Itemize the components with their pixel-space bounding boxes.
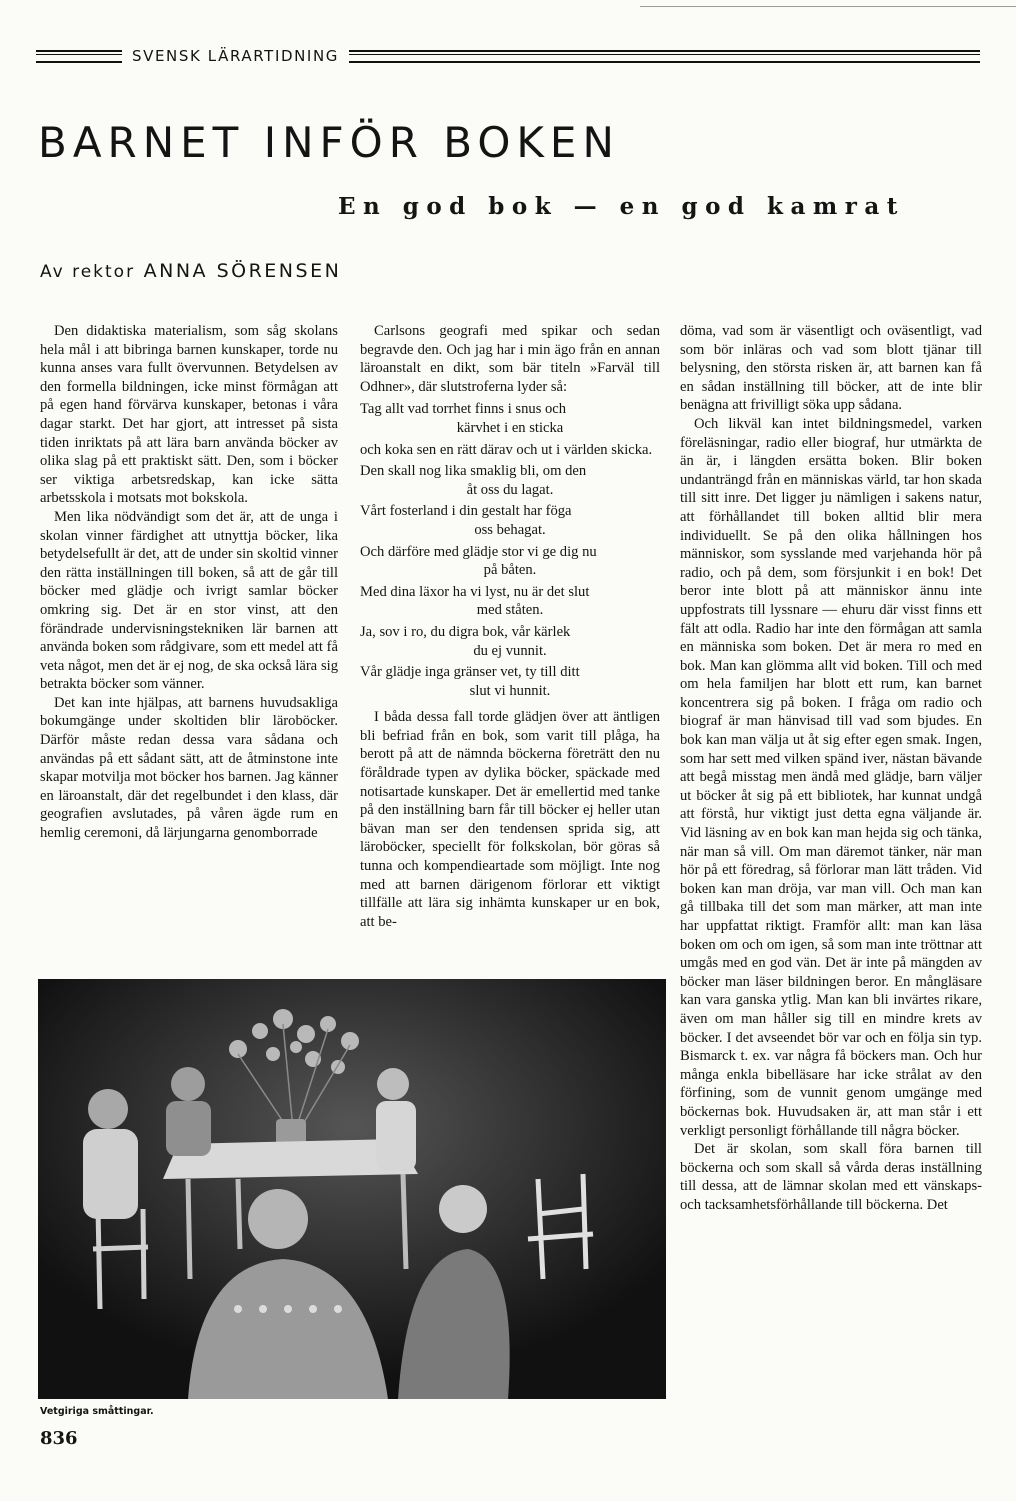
article-title: BARNET INFÖR BOKEN bbox=[38, 118, 620, 167]
top-edge-rule bbox=[640, 6, 1016, 7]
text-column-2 bbox=[360, 322, 660, 931]
paragraph: I båda dessa fall torde glädjen över att äntligen bli befriad från en bok, som varit till plåga, ha berott på att de nämnda böckerna företrätt den nu föråldrade typen av dylika böcker, späckade med notisartade kunskaper. Det är emellertid med tanke på den inställning barn får till böcker ej heller utan bävan man ser den tendensen sprida sig, att läroböcker, speciellt för folkskolan, bör göras så tunna och kompendieartade som möjligt. Inte nog med att barnen därigenom förlorar ett viktigt tillfälle att lära sig inhämta kunskaper ur en bok, att be- bbox=[360, 709, 660, 930]
header-rule-right bbox=[349, 50, 980, 63]
poem-stanza bbox=[360, 441, 660, 460]
paragraph: Men lika nödvändigt som det är, att de unga i skolan vinner färdighet att utnyttja böcker, lika betydelsefullt är det, att de under sin skoltid vinner den rätta inställningen till boken, så att de går till böcker med glädje och ivrigt samlar böcker omkring sig. Det är en stor vinst, att den förändrade undervisningstekniken lär barnen att använda boken som rådgivare, som ett medel att få veta något, men det är ej nog, de ska också lära sig betrakta böcker som vänner. bbox=[40, 508, 338, 693]
child-at-table bbox=[166, 1067, 211, 1156]
poem-line: och koka sen en rätt därav och ut i världen skicka. bbox=[360, 441, 653, 458]
running-header bbox=[36, 46, 980, 66]
poem-line: oss behagat. bbox=[474, 521, 546, 538]
paragraph: Carlsons geografi med spikar och sedan begravde den. Och jag har i min ägo från en annan läroanstalt en dikt, som bär titeln »Farväl till Odhner», där slutstroferna lyder så: bbox=[360, 323, 660, 395]
byline-prefix: Av rektor bbox=[40, 262, 136, 282]
paragraph: döma, vad som är väsentligt och oväsentligt, vad som bör inläras och vad som blott tjänar till belysning, den största risken är, att barnen kan få en sådan inställning till böcker, att de inte blir benägna att frivilligt söka upp sådana. bbox=[680, 323, 982, 414]
article-subtitle: En god bok — en god kamrat bbox=[338, 193, 905, 220]
byline bbox=[40, 260, 341, 282]
poem-stanza bbox=[360, 663, 660, 700]
poem-line: Ja, sov i ro, du digra bok, vår kärlek bbox=[360, 623, 571, 640]
poem-stanza bbox=[360, 623, 660, 660]
poem-line: Vårt fosterland i din gestalt har föga bbox=[360, 503, 572, 520]
photo-caption: Vetgiriga småttingar. bbox=[40, 1406, 154, 1417]
photo-illustration bbox=[38, 979, 666, 1399]
poem-line: Och därföre med glädje stor vi ge dig nu bbox=[360, 543, 597, 560]
poem-stanza bbox=[360, 462, 660, 499]
poem-stanza bbox=[360, 400, 660, 437]
poem bbox=[360, 400, 660, 700]
poem-line: Vår glädje inga gränser vet, ty till ditt bbox=[360, 664, 580, 681]
text-column-1 bbox=[40, 322, 338, 843]
paragraph: Det kan inte hjälpas, att barnens huvudsakliga bokumgänge under skoltiden blir läroböcker. Därför måste redan dessa vara sådana och användas på ett sådant sätt, att de åtminstone inte skapar motvilja mot böcker hos barnen. Jag känner en läroanstalt, där det regelbundet i den klass, där geografien avslutades, på våren ägde rum en hemlig ceremoni, då lärjungarna genomborrade bbox=[40, 694, 338, 842]
poem-line: med ståten. bbox=[476, 602, 544, 619]
poem-line: Med dina läxor ha vi lyst, nu är det slut bbox=[360, 583, 590, 600]
poem-line: Den skall nog lika smaklig bli, om den bbox=[360, 463, 587, 480]
header-rule-left bbox=[36, 50, 122, 63]
running-title: SVENSK LÄRARTIDNING bbox=[132, 47, 340, 65]
poem-line: Tag allt vad torrhet finns i snus och bbox=[360, 401, 567, 418]
author-name: ANNA SÖRENSEN bbox=[143, 260, 342, 282]
poem-line: på båten. bbox=[483, 562, 537, 579]
photograph-children-reading bbox=[38, 979, 666, 1399]
poem-stanza bbox=[360, 583, 660, 620]
poem-line: du ej vunnit. bbox=[473, 642, 547, 659]
poem-line: kärvhet i en sticka bbox=[456, 419, 564, 436]
poem-stanza bbox=[360, 502, 660, 539]
poem-stanza bbox=[360, 543, 660, 580]
paragraph: Den didaktiska materialism, som såg skolans hela mål i att bibringa barnen kunskaper, torde nu kunna anses vara fullt övervunnen. Betydelsen av den formella bildningen, icke minst förmågan att på egen hand förvärva kunskaper, betonas i våra dagar starkt. Det har gjort, att intresset på sista tiden inriktats på att lära barn använda böcker av olika slag på ett praktiskt sätt. Den, som i böcker ser viktiga arbetsredskap, kan icke sätta arbetsskola i motsats mot bokskola. bbox=[40, 323, 338, 507]
page-number: 836 bbox=[40, 1428, 78, 1449]
paragraph: Och likväl kan intet bildningsmedel, varken föreläsningar, radio eller biograf, hur utmärkta de än är, i längden ersätta boken. Blir boken undanträngd från en människas värld, tar hon skada till sitt inre. Det ligger ju nämligen i sakens natur, att förhållandet till boken alltid blir mera individuellt. Se på den olika hållningen hos människor, som sysslande med varjehanda hör på radio, och på dem, som försjunkit i en bok! Det beror inte blott på att människor ännu inte uppfostrats till lyssnare — ehuru där visst finns ett fält att odla. Radio har inte den förmågan att samla en människa som boken. Det är mera ro med en bok. Man kan glömma allt vid boken. Till och med om hela familjen har blott ett rum, kan barnet koncentrera sig på boken. I fråga om radio och biograf är man hänvisad till vad som bjudes. En bok kan man välja ut åt sig efter egen smak. Ingen, som har sett med vilken spänd iver, nästan bävande att begå misstag men ändå med glädje, barn väljer ut böcker åt sig på ett bibliotek, har kunnat undgå att förstå, hur viktigt just detta egna väljande är. Vid läsning av en bok kan man hejda sig och tänka, när man så vill. Om man däremot tänker, när man hör på ett föredrag, så förlorar man lätt tråden. Vid boken kan man dröja, var man vill. Och man kan gå tillbaka till det som man märker, att man inte har uppfattat riktigt. Framför allt: man kan läsa boken om och om igen, så som man inte tröttnar att umgås med en god vän. Det är inte på mängden av böcker man läser bildningen beror. En mångläsare kan vara ganska ytlig. Man kan bli invärtes rikare, även om man håller sig till en mindre krets av böcker. I det avseendet bör var och en följa sin typ. Bismarck t. ex. var några få böckers man. Och hur många enkla bibelläsare har icke strålat av den förfining, som de vunnit genom umgänge med böckernas bok. Huvudsaken är, att man står i ett verkligt personligt förhållande till några böcker. bbox=[680, 415, 982, 1139]
paragraph: Det är skolan, som skall föra barnen till böckerna och som skall så vårda deras inställning till dessa, att de lämnar skolan med ett vänskaps- och tacksamhetsförhållande till böckerna. Det bbox=[680, 1141, 982, 1213]
poem-line: åt oss du lagat. bbox=[466, 481, 554, 498]
text-column-3 bbox=[680, 322, 982, 1215]
poem-line: slut vi hunnit. bbox=[469, 682, 551, 699]
